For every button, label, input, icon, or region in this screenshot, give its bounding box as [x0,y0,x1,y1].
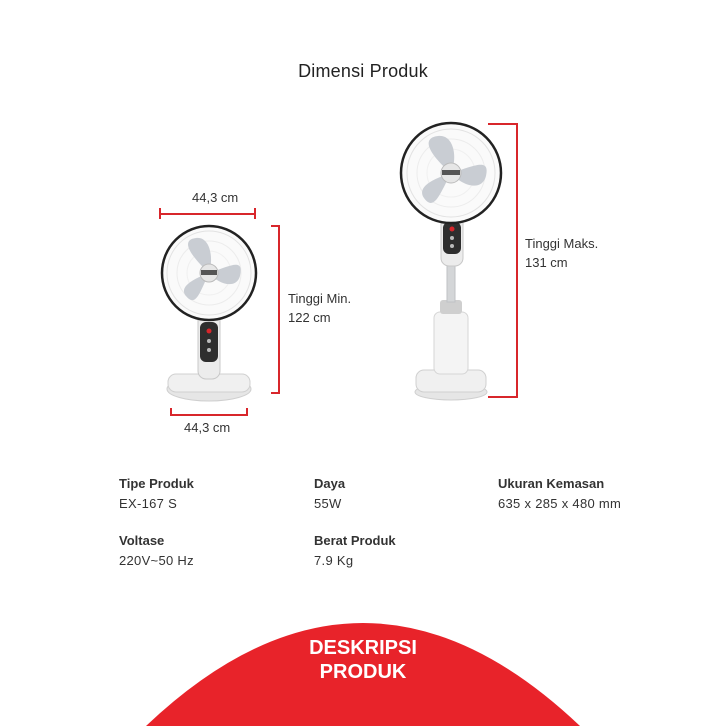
banner-line-2: PRODUK [319,661,407,683]
small-fan-height-value: 122 cm [288,310,331,325]
small-fan-height-marker [271,226,280,393]
small-fan-top-width-marker [160,208,255,219]
spec-daya [314,474,345,514]
small-fan-top-width-label: 44,3 cm [192,190,239,205]
spec-berat-produk [314,531,396,571]
banner-line-1: DESKRIPSI [309,637,417,659]
banner-title[interactable] [0,636,726,684]
tall-fan-height-label [525,234,598,272]
spec-label: Ukuran Kemasan [498,476,605,491]
spec-ukuran-kemasan [498,474,621,514]
spec-value: 220V~50 Hz [119,553,194,568]
small-fan-height-title: Tinggi Min. [288,291,352,306]
spec-value: 635 x 285 x 480 mm [498,496,622,511]
tall-fan-height-value: 131 cm [525,255,568,270]
tall-fan-image [401,123,501,400]
spec-tipe-produk [119,474,194,514]
small-fan-bottom-width-marker [171,408,247,416]
spec-voltase [119,531,194,571]
spec-label: Berat Produk [314,533,396,548]
tall-fan-height-title: Tinggi Maks. [525,236,599,251]
spec-label: Voltase [119,533,165,548]
spec-value: 7.9 Kg [314,553,354,568]
spec-label: Tipe Produk [119,476,194,491]
small-fan-height-label [288,289,351,327]
spec-value: EX-167 S [119,496,178,511]
spec-value: 55W [314,496,342,511]
small-fan-image [162,226,256,401]
small-fan-bottom-width-label: 44,3 cm [184,420,231,435]
spec-label: Daya [314,476,346,491]
page-title: Dimensi Produk [298,61,428,81]
